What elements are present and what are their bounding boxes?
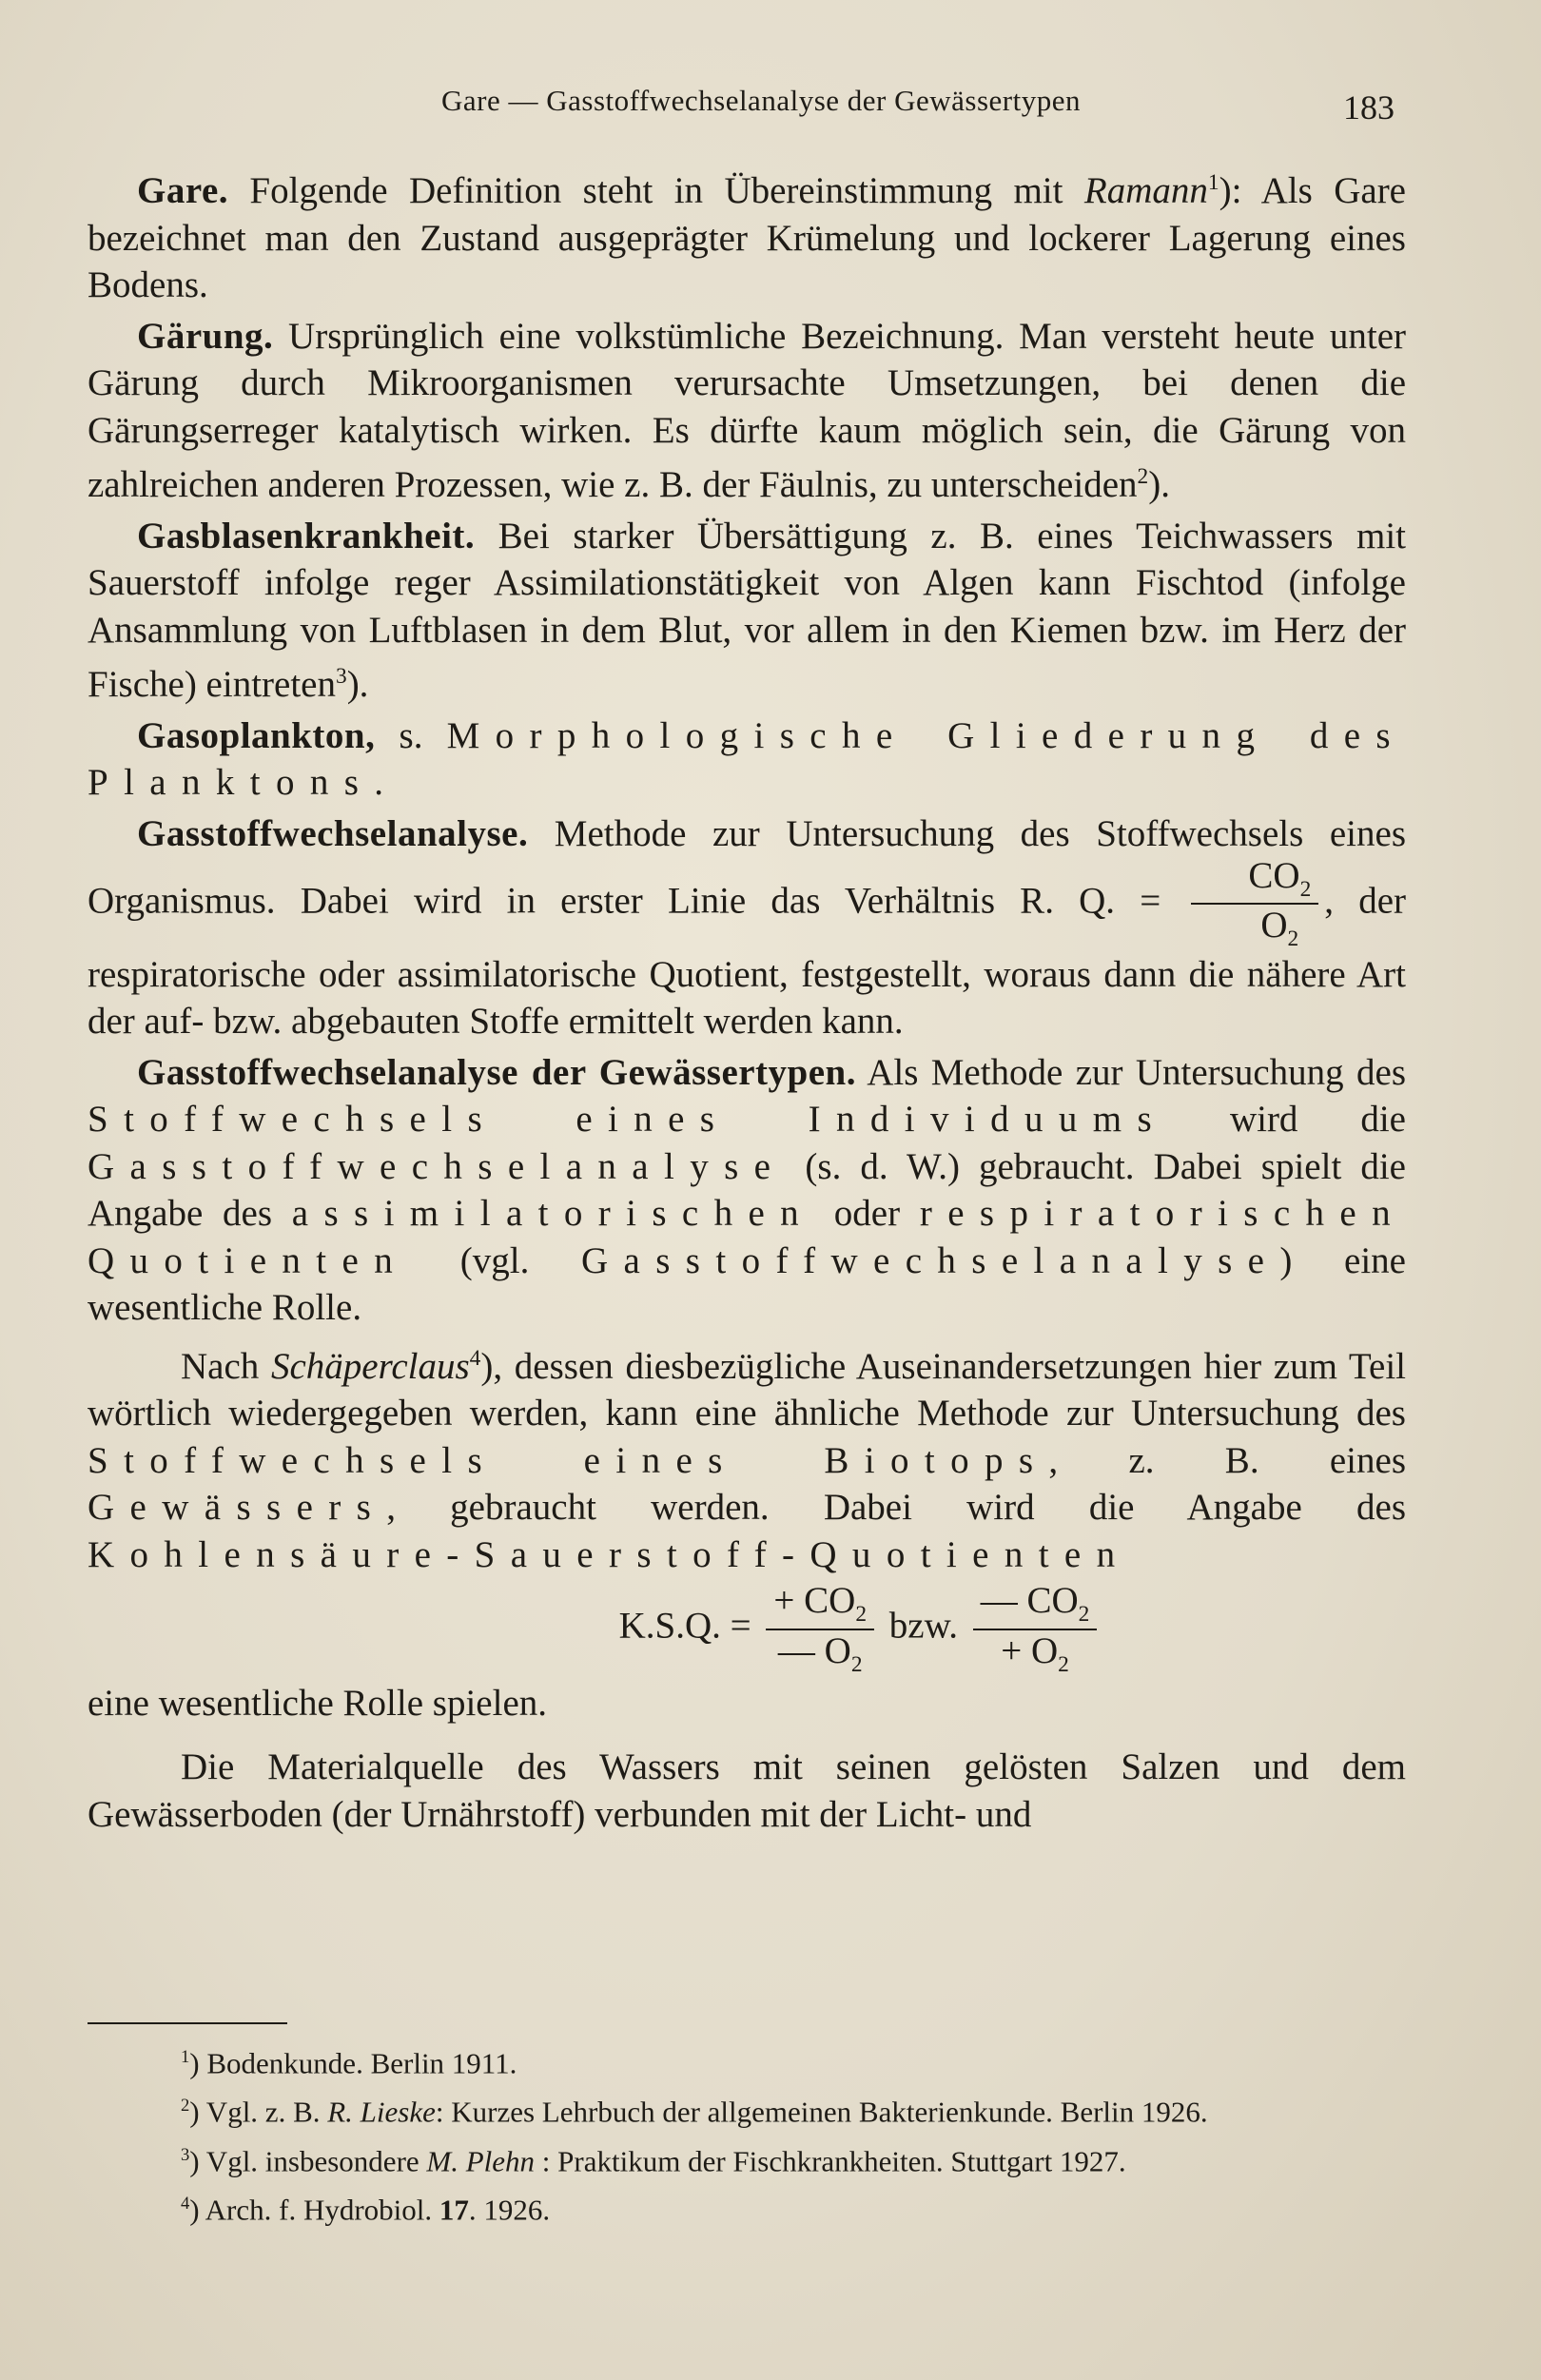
- entry-gare: Gare. Folgende Definition steht in Übereinstimmung mit Ramann$^1$): Als Gare bezeichnet man den Zustand ausgeprägter Krümelung und lockerer Lagerung eines Bodens.: [88, 170, 1406, 305]
- footnote-ref: 4: [469, 1345, 481, 1371]
- paragraph-materialquelle: Die Materialquelle des Wassers mit seinen gelösten Salzen und dem Gewässerboden (der Urnährstoff) verbunden mit der Licht- und: [88, 1746, 1406, 1835]
- entry-term: Gasstoffwechselanalyse.: [137, 812, 529, 854]
- footnote-2: $^2$) Vgl. z. B. R. Lieske: Kurzes Lehrbuch der allgemeinen Bakterienkunde. Berlin 1926.: [181, 2095, 1208, 2129]
- entry-term: Gasblasenkrankheit.: [137, 515, 476, 556]
- footnotes: [88, 2036, 1406, 2231]
- entry-term: Gasstoffwechselanalyse der Gewässertypen.: [137, 1051, 856, 1093]
- paragraph-schaeperclaus: Nach Schäperclaus$^4$), dessen diesbezügliche Auseinandersetzungen hier zum Teil wörtlich wiedergegeben werden, kann eine ähnliche Methode zur Untersuchung des Stoffwechsels eines Biotops, z. B. eines Gewässers, gebraucht werden. Dabei wird die Angabe des Kohlensäure-Sauerstoff-Quotienten: [88, 1345, 1406, 1575]
- running-header: Gare — Gasstoffwechselanalyse der Gewässertypen: [441, 84, 1081, 117]
- author-name: Schäperclaus: [270, 1345, 470, 1387]
- rq-fraction: $\frac{CO_2}{O_2}$: [1191, 857, 1318, 951]
- ksq-formula: K.S.Q. = $\frac{+ CO_2}{— O_2}$ bzw. $\frac{— CO_2}{+ O_2}$: [316, 1582, 1406, 1676]
- entry-term: Gare.: [137, 170, 229, 211]
- footnote-ref: 2: [1137, 464, 1149, 489]
- paragraph-ksq-end: eine wesentliche Rolle spielen.: [88, 1682, 548, 1724]
- spaced-reference: Morphologische Gliederung des Planktons: [88, 714, 1406, 803]
- entry-term: Gärung.: [137, 315, 274, 357]
- footnote-divider: [88, 2022, 287, 2024]
- entry-gewaessertypen: Gasstoffwechselanalyse der Gewässertypen. Als Methode zur Untersuchung des Stoffwechsels eines Individuums wird die Gasstoffwechselanalyse (s. d. W.) gebraucht. Dabei spielt die Angabe des assimilatorischen oder respiratorischen Quotienten (vgl. Gasstoffwechselanalyse) eine wesentliche Rolle.: [88, 1051, 1407, 1329]
- entry-gaerung: Gärung. Ursprünglich eine volkstümliche Bezeichnung. Man versteht heute unter Gärung durch Mikroorganismen verursachte Umsetzungen, bei denen die Gärungserreger katalytisch wirken. Es dürfte kaum möglich sein, die Gärung von zahlreichen anderen Prozessen, wie z. B. der Fäulnis, zu unterscheiden$^2$).: [88, 315, 1406, 505]
- author-name: Ramann: [1083, 170, 1208, 211]
- entry-gasstoffwechselanalyse: Gasstoffwechselanalyse. Methode zur Untersuchung des Stoffwechsels eines Organismus. Dabei wird in erster Linie das Verhältnis R. Q. = $\frac{CO_2}{O_2}$ , der respiratorische oder assimilatorische Quotient, festgestellt, woraus dann die nähere Art der auf- bzw. abgebauten Stoffe ermittelt werden kann.: [88, 812, 1406, 1043]
- footnote-1: $^1$) Bodenkunde. Berlin 1911.: [181, 2046, 517, 2080]
- footnote-ref: 1: [1207, 170, 1219, 195]
- ksq-fraction-2: $\frac{— CO_2}{+ O_2}$: [973, 1582, 1098, 1676]
- entry-gasblasenkrankheit: Gasblasenkrankheit. Bei starker Übersättigung z. B. eines Teichwassers mit Sauerstoff infolge reger Assimilationstätigkeit von Algen kann Fischtod (infolge Ansammlung von Luftblasen in dem Blut, vor allem in den Kiemen bzw. im Herz der Fische) eintreten$^3$).: [88, 515, 1406, 705]
- entry-term: Gasoplankton,: [137, 714, 376, 756]
- footnote-4: $^4$) Arch. f. Hydrobiol. 17. 1926.: [181, 2193, 551, 2227]
- footnote-3: $^3$) Vgl. insbesondere M. Plehn : Praktikum der Fischkrankheiten. Stuttgart 1927.: [181, 2143, 1126, 2177]
- ksq-fraction-1: $\frac{+ CO_2}{— O_2}$: [766, 1582, 874, 1676]
- main-text: [88, 160, 1406, 1842]
- page-number: 183: [1343, 88, 1395, 127]
- footnote-ref: 3: [335, 664, 347, 689]
- entry-gasoplankton: Gasoplankton, s. Morphologische Gliederung des Planktons.: [88, 714, 1406, 803]
